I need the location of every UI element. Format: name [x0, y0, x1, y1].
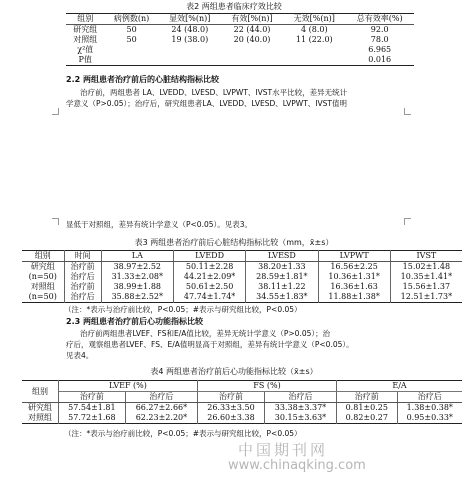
table-cell: 0.95±0.33* [406, 413, 453, 422]
table3-caption: 表3 两组患者治疗前后心脏结构指标比较（mm，x̄±s） [134, 238, 334, 247]
table-cell [159, 45, 221, 55]
table-cell: 38.99±1.88 [101, 282, 173, 292]
table-cell: 47.74±1.74* [173, 292, 245, 303]
table4-note: （注：*表示与治疗前比较，P<0.05；#表示与研究组比较，P<0.05） [64, 429, 302, 438]
table-cell: 15.02±1.48 [402, 262, 451, 271]
table3-note: （注：*表示与治疗前比较，P<0.05；#表示与研究组比较，P<0.05） [64, 305, 302, 314]
table-row [22, 262, 462, 273]
table-cell: 11 (22.0) [295, 35, 333, 44]
table-cell: 30.15±3.63* [264, 413, 336, 424]
table-cell: P值 [78, 55, 92, 64]
table-cell: 0.81±0.25 [337, 403, 397, 414]
table4-sub-header-cell: 治疗前 [337, 392, 397, 403]
table-cell: 66.27±2.66* [125, 403, 197, 414]
table-cell: 92.0 [370, 25, 389, 34]
table-cell: 35.88±2.52* [101, 292, 173, 303]
table4-header-cell: E/A [337, 381, 462, 392]
table2-header-cell: 有效[%(n)] [221, 14, 283, 25]
table-cell [159, 55, 221, 66]
table2-header-cell: 病例数(n) [105, 14, 159, 25]
table-cell: 57.54±1.81 [58, 403, 125, 414]
table4-header-cell: LVEF (%) [58, 381, 197, 392]
table4-header-cell: 组别 [22, 381, 58, 403]
table-cell: 研究组 [22, 403, 58, 414]
continuation-line: 显低于对照组，差异有统计学意义（P<0.05）。见表3。 [66, 220, 253, 229]
table-cell [105, 45, 159, 55]
table-cell: (n=50) [22, 272, 64, 282]
table-cell: 38.20±1.33 [246, 262, 318, 273]
crop-mark [52, 108, 59, 115]
table4-sub-header-cell: 治疗后 [397, 392, 462, 403]
table-cell: 38.97±2.52 [101, 262, 173, 273]
table-cell: 24 (48.0) [171, 25, 209, 34]
table-cell: (n=50) [22, 292, 64, 303]
table2-header-row [66, 14, 414, 25]
table3-header-row [22, 251, 462, 262]
table-cell: 16.56±2.25 [318, 262, 390, 273]
table-cell: 对照组 [73, 35, 98, 44]
table3-header-cell: LVEDD [173, 251, 245, 262]
page-break [0, 120, 468, 216]
table3-header-cell: LVESD [246, 251, 318, 262]
crop-mark [52, 218, 59, 225]
table3-header-cell: 组别 [22, 251, 64, 262]
table-row [66, 55, 414, 66]
watermark-url: www.chinaqking.com [228, 458, 366, 473]
table-cell: 12.51±1.73* [400, 292, 453, 301]
section-2-3-line-3: 见表4。 [66, 351, 94, 360]
document-page-upper [0, 0, 468, 120]
section-2-2-line-1: 治疗前，两组患者 LA、LVEDD、LVESD、LVPWT、IVST水平比较，差异无统计 [80, 88, 348, 97]
table3-header-cell: LVPWT [318, 251, 390, 262]
table-cell: 治疗后 [64, 292, 101, 303]
section-2-3-line-1: 治疗前两组患者LVEF、FS和E/A值比较，差异无统计学意义（P>0.05）；治 [80, 329, 331, 338]
section-2-2-heading: 2.2 两组患者治疗前后的心脏结构指标比较 [66, 75, 219, 84]
table-cell: 1.38±0.38* [406, 403, 453, 412]
table-cell: 26.33±3.50 [197, 403, 264, 414]
table2-header-cell: 总有效率(%) [345, 14, 414, 25]
table-cell: 治疗前 [64, 262, 101, 273]
table-cell: 44.21±2.09* [173, 272, 245, 282]
table-cell: 38.11±1.22 [246, 282, 318, 292]
table-cell: 11.88±1.38* [318, 292, 390, 303]
table-row [66, 25, 414, 36]
table-cell: 研究组 [73, 25, 98, 34]
table-row [22, 282, 462, 292]
table-cell: 对照组 [22, 413, 58, 424]
table-cell: 62.23±2.20* [125, 413, 197, 424]
table-row [22, 292, 462, 303]
table4-sub-header-cell: 治疗前 [58, 392, 125, 403]
table-cell: 10.36±1.31* [318, 272, 390, 282]
table-cell: 50.11±2.28 [173, 262, 245, 273]
section-2-3-line-2: 疗后，观察组患者LVEF、FS、E/A值明显高于对照组，差异有统计学意义（P<0.05）。 [66, 340, 354, 349]
table-cell: 0.82±0.27 [337, 413, 397, 424]
table-cell: χ²值 [77, 45, 94, 54]
table-cell: 对照组 [22, 282, 64, 292]
table-cell: 50.61±2.50 [173, 282, 245, 292]
table2-header-cell: 无效[%(n)] [283, 14, 345, 25]
table4-caption: 表4 两组患者治疗前后心功能指标比较（x̄±s） [150, 367, 318, 376]
table-cell [221, 45, 283, 55]
table-cell: 0.016 [368, 55, 392, 64]
table-cell: 20 (40.0) [233, 35, 271, 44]
table-cell: 4 (8.0) [300, 25, 328, 34]
table4 [22, 380, 462, 424]
table-cell: 19 (38.0) [171, 35, 209, 44]
table-cell: 50 [126, 25, 137, 34]
table3-header-cell: IVST [390, 251, 462, 262]
section-2-2-line-2: 学意义（P>0.05）；治疗后，研究组患者LA、LVEDD、LVESD、LVPWT、IVST值明 [66, 99, 347, 108]
table3-header-cell: 时间 [64, 251, 101, 262]
table-cell: 26.60±3.38 [197, 413, 264, 424]
table4-group-header-row [22, 381, 462, 392]
table-cell: 6.965 [368, 45, 392, 54]
table4-sub-header-cell: 治疗后 [264, 392, 336, 403]
table-cell: 研究组 [22, 262, 64, 273]
crop-mark [404, 108, 411, 115]
table-cell [283, 55, 345, 66]
table-row [66, 45, 414, 55]
table4-header-cell: FS (%) [197, 381, 336, 392]
table-cell: 28.59±1.81* [246, 272, 318, 282]
table-cell: 16.36±1.63 [318, 282, 390, 292]
table-cell: 治疗前 [64, 282, 101, 292]
table-row [66, 35, 414, 45]
table-cell: 50 [126, 35, 137, 44]
table4-sub-header-row [22, 392, 462, 403]
table-row [22, 272, 462, 282]
table3-header-cell: LA [101, 251, 173, 262]
table2-header-cell: 显效[%(n)] [159, 14, 221, 25]
table-cell: 31.33±2.08* [101, 272, 173, 282]
table2-header-cell: 组别 [66, 14, 105, 25]
table-cell: 10.35±1.41* [400, 272, 453, 281]
table2-caption: 表2 两组患者临床疗效比较 [186, 2, 282, 11]
table-cell: 15.56±1.37 [402, 282, 451, 291]
table-cell: 治疗后 [64, 272, 101, 282]
table-cell [221, 55, 283, 66]
section-2-3-heading: 2.3 两组患者治疗前后心功能指标比较 [66, 317, 203, 326]
table-cell: 57.72±1.68 [58, 413, 125, 424]
crop-mark [404, 218, 411, 225]
table4-sub-header-cell: 治疗前 [197, 392, 264, 403]
table-cell: 78.0 [370, 35, 389, 44]
table-row [22, 413, 462, 424]
table-row [22, 403, 462, 414]
table-cell: 33.38±3.37* [264, 403, 336, 414]
table2 [66, 13, 414, 66]
table3 [22, 250, 462, 303]
table-cell [105, 55, 159, 66]
table4-sub-header-cell: 治疗后 [125, 392, 197, 403]
table-cell [283, 45, 345, 55]
table-cell: 22 (44.0) [233, 25, 271, 34]
table-cell: 34.55±1.83* [246, 292, 318, 303]
document-page-lower [0, 216, 468, 502]
watermark-logo: 中国期刊网 [238, 441, 329, 459]
